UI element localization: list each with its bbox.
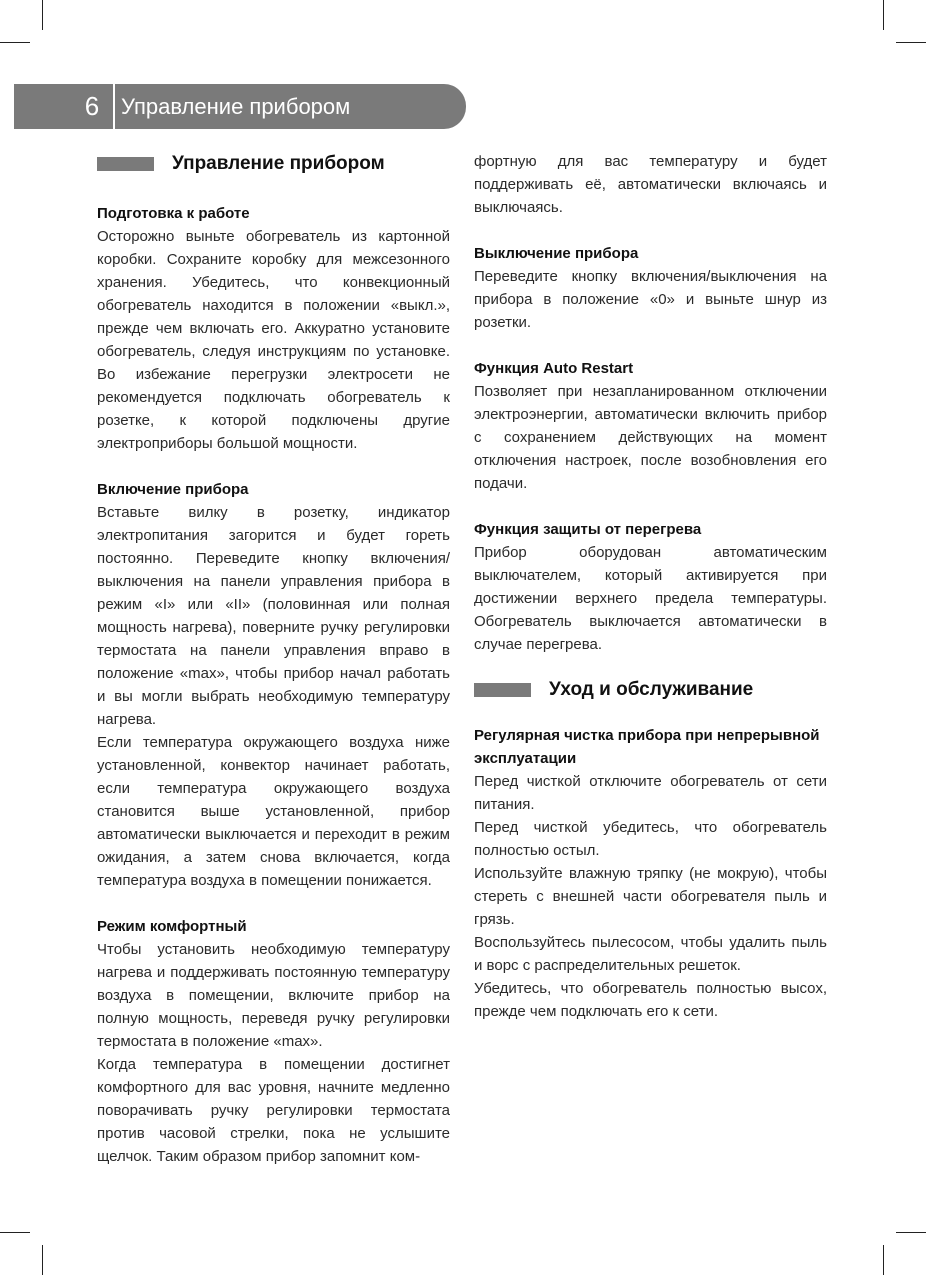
crop-mark — [0, 1232, 30, 1233]
subheading-power-on: Включение прибора — [97, 481, 249, 498]
paragraph: Убедитесь, что обогреватель полностью высох, прежде чем подключать его к сети. — [474, 980, 827, 1020]
section-title: Управление прибором — [172, 153, 385, 174]
paragraph: Когда температура в помещении достигнет комфортного для вас уровня, начните медленно поворачивать ручку регулировки термостата против часовой стрелки, пока не услышите щелчок. Таким образом прибор запомнит ком- — [97, 1056, 450, 1165]
section-heading — [97, 150, 450, 178]
paragraph: Чтобы установить необходимую температуру нагрева и поддерживать постоянную температуру воздуха в помещении, включите прибор на полную мощность, переведя ручку регулировки термостата в положение «max». — [97, 941, 450, 1050]
crop-mark — [896, 42, 926, 43]
paragraph: Осторожно выньте обогреватель из картонной коробки. Сохраните коробку для межсезонного хранения. Убедитесь, что конвекционный обогреватель находится в положении «выкл.», прежде чем включать его. Аккуратно установите обогреватель, следуя инструкциям по установке. Во избежание перегрузки электросети не рекомендуется подключать обогреватель к розетке, к которой подключены другие электроприборы большой мощности. — [97, 228, 450, 452]
left-column — [97, 150, 450, 1168]
subheading-prep: Подготовка к работе — [97, 205, 250, 222]
crop-mark — [42, 0, 43, 30]
paragraph: Позволяет при незапланированном отключении электроэнергии, автоматически включить прибор с сохранением действующих на момент отключения настроек, после возобновления его подачи. — [474, 383, 827, 492]
paragraph: Прибор оборудован автоматическим выключателем, который активируется при достижении верхнего предела температуры. Обогреватель выключается автоматически в случае перегрева. — [474, 544, 827, 653]
subheading-comfort: Режим комфортный — [97, 918, 247, 935]
paragraph: Переведите кнопку включения/выключения на прибора в положение «0» и выньте шнур из розетки. — [474, 268, 827, 331]
subheading-cleaning: Регулярная чистка прибора при непрерывной эксплуатации — [474, 727, 820, 767]
subheading-auto-restart: Функция Auto Restart — [474, 360, 634, 377]
crop-mark — [0, 42, 30, 43]
paragraph: Используйте влажную тряпку (не мокрую), чтобы стереть с внешней части обогревателя пыль и грязь. — [474, 865, 827, 928]
section-bar — [474, 683, 531, 697]
crop-mark — [883, 1245, 884, 1275]
page-title: Управление прибором — [121, 94, 351, 119]
crop-mark — [883, 0, 884, 30]
crop-mark — [42, 1245, 43, 1275]
paragraph: Перед чисткой убедитесь, что обогреватель полностью остыл. — [474, 819, 827, 859]
section-title: Уход и обслуживание — [549, 679, 754, 700]
paragraph: Если температура окружающего воздуха ниже установленной, конвектор начинает работать, если температура окружающего воздуха становится выше установленной, прибор автоматически выключается и переходит в режим ожидания, а затем снова включается, когда температура воздуха в помещении понижается. — [97, 734, 450, 889]
subheading-power-off: Выключение прибора — [474, 245, 639, 262]
page-number: 6 — [84, 91, 100, 121]
section-bar — [97, 157, 154, 171]
paragraph: Перед чисткой отключите обогреватель от сети питания. — [474, 773, 827, 813]
subheading-overheat: Функция защиты от перегрева — [474, 521, 702, 538]
section-heading — [474, 676, 827, 704]
right-column — [474, 150, 827, 1023]
paragraph: Воспользуйтесь пылесосом, чтобы удалить пыль и ворс с распределительных решеток. — [474, 934, 827, 974]
header-divider — [113, 84, 115, 129]
paragraph: фортную для вас температуру и будет поддерживать её, автоматически включаясь и выключаясь. — [474, 153, 827, 216]
crop-mark — [896, 1232, 926, 1233]
paragraph: Вставьте вилку в розетку, индикатор электропитания загорится и будет гореть постоянно. Переведите кнопку включения/выключения на панели управления прибора в режим «I» или «II» (половинная или полная мощность нагрева), поверните ручку регулировки термостата на панели управления вправо в положение «max», чтобы прибор начал работать и вы могли выбрать необходимую температуру нагрева. — [97, 504, 450, 728]
